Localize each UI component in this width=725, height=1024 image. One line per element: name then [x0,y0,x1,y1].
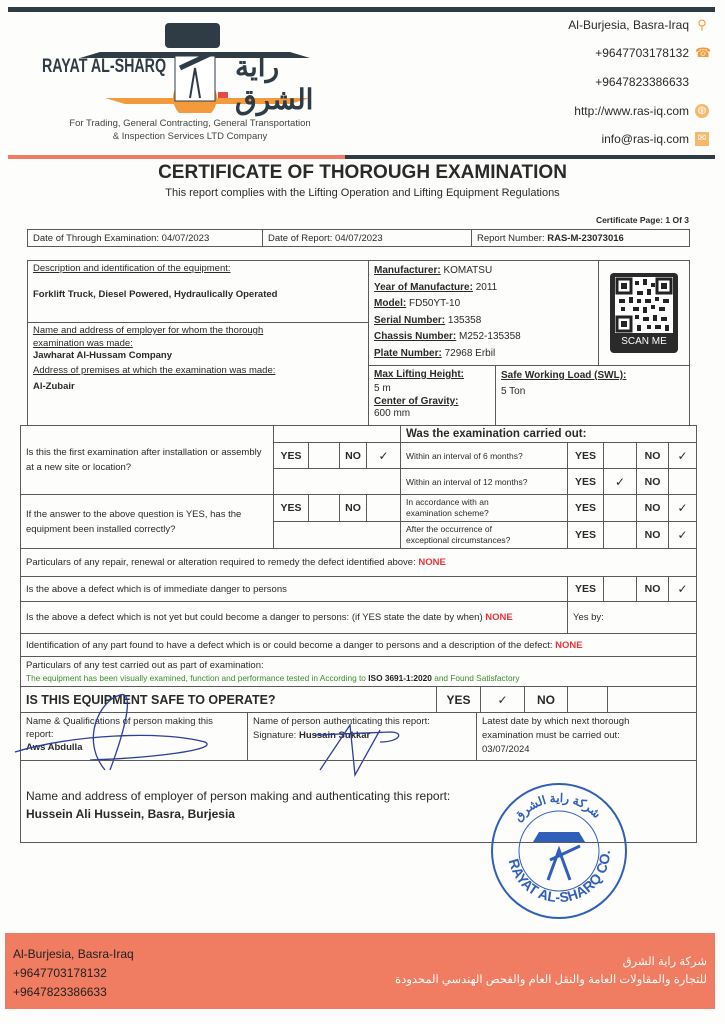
scheme-yes[interactable]: YES [567,494,604,522]
check-icon: ✓ [497,692,508,707]
immediate-no[interactable]: NO [636,576,669,602]
qr-code-icon [615,277,673,333]
contact-website[interactable]: http://www.ras-iq.com ◍ [574,104,709,118]
top-bar [8,7,715,12]
company-logo [40,18,340,113]
blank-cell [273,521,401,549]
scheme-no[interactable]: NO [636,494,669,522]
potential-danger-row: Is the above a defect which is not yet but could become a danger to persons: (if YES state the date by when) NONE [20,601,568,634]
swl-cell: Safe Working Load (SWL): 5 Ton [495,365,690,426]
report-number: Report Number: RAS-M-23073016 [471,229,690,247]
q2-no[interactable]: NO [339,494,367,522]
certificate-page: Certificate Page: 1 Of 3 [595,215,689,225]
exceptional-yes-box[interactable] [603,521,637,549]
employer-box: Name and address of employer of person making and authenticating this report: Hussein Ali Hussein, Basra, Burjesia [20,760,697,843]
envelope-icon: ✉ [695,132,709,146]
lifting-height-cell: Max Lifting Height: 5 m Center of Gravity: 600 mm [368,365,496,426]
test-row: Particulars of any test carried out as part of examination: The equipment has been visually examined, function and performance tested in According to ISO 3691-1:2020 and Found Satisfactory [20,656,697,687]
equipment-description: Description and identification of the equipment: Forklift Truck, Diesel Powered, Hydraulically Operated [27,260,369,323]
exceptional-no-checkbox[interactable] [668,521,697,549]
q2-yes[interactable]: YES [273,494,309,522]
repair-row: Particulars of any repair, renewal or alteration required to remedy the defect identified above: NONE [20,548,697,577]
check-icon: ✓ [378,448,389,463]
page-title: CERTIFICATE OF THOROUGH EXAMINATION [158,162,567,183]
exceptional-yes[interactable]: YES [567,521,604,549]
safe-no[interactable]: NO [524,686,568,713]
footer-contact: Al-Burjesia, Basra-Iraq +9647703178132 +9647823386633 [13,947,134,999]
safe-no-box[interactable] [567,686,608,713]
contact-phone-1: +9647703178132 ☎ [595,45,712,60]
location-pin-icon: ⚲ [697,17,707,32]
next-exam-cell: Latest date by which next thorough examination must be carried out: 03/07/2024 [476,712,697,761]
interval-12-yes-checkbox[interactable] [603,468,637,495]
immediate-yes[interactable]: YES [567,576,604,602]
scheme-label: In accordance with an examination scheme? [400,494,568,522]
qr-cell [598,260,690,366]
contact-phone-2: +9647823386633 [595,75,689,89]
safe-yes-checkbox[interactable] [480,686,525,713]
report-date: Date of Report: 04/07/2023 [262,229,472,247]
svg-text:RAYAT AL-SHARQ CO.: RAYAT AL-SHARQ CO. [505,850,614,906]
company-stamp [488,780,630,922]
check-icon: ✓ [677,528,688,542]
interval-12-no-box[interactable] [668,468,697,495]
scheme-no-checkbox[interactable] [668,494,697,522]
globe-icon: ◍ [695,104,709,118]
safe-yes[interactable]: YES [436,686,481,713]
footer-arabic: شركة راية الشرق للتجارة والمقاولات العامة والنقل العام والفحص الهندسي المحدودة [395,956,707,986]
check-icon: ✓ [614,474,626,489]
identification-row: Identification of any part found to have a defect which is or could become a danger to persons and a description of the defect: NONE [20,633,697,657]
contact-email[interactable]: info@ras-iq.com ✉ [601,132,709,146]
divider-orange [8,155,345,159]
footer-bar [5,933,715,1009]
check-icon: ✓ [677,582,688,596]
divider-dark [345,155,715,159]
immediate-danger-row: Is the above a defect which is of immediate danger to persons [20,576,568,602]
blank-cell [273,425,401,443]
exceptional-label: After the occurrence of exceptional circumstances? [400,521,568,549]
contact-address: Al-Burjesia, Basra-Iraq ⚲ [568,18,709,32]
report-maker-cell: Name & Qualifications of person making this report: Aws Abdulla [20,712,248,761]
equipment-specs: Manufacturer: KOMATSU Year of Manufacture: 2011 Model: FD50YT-10 Serial Number: 135358 Chassis Number: M252-135358 Plate Number: 72968 Erbil [368,260,599,366]
immediate-no-checkbox[interactable] [668,576,697,602]
interval-12-no[interactable]: NO [636,468,669,495]
interval-6-yes[interactable]: YES [567,442,604,469]
q1-no-checkbox[interactable] [366,442,401,469]
q1-no[interactable]: NO [339,442,367,469]
interval-6-yes-box[interactable] [603,442,637,469]
interval-12-label: Within an interval of 12 months? [400,468,568,495]
exam-date: Date of Through Examination: 04/07/2023 [27,229,263,247]
logo-text-en: RAYAT AL-SHARQ [42,56,167,77]
check-icon: ✓ [677,501,688,515]
safe-to-operate-question: IS THIS EQUIPMENT SAFE TO OPERATE? [20,686,437,713]
carried-out-title: Was the examination carried out: [400,425,697,443]
q2-no-box[interactable] [366,494,401,522]
question-installed: If the answer to the above question is YES, has the equipment been installed correctly? [20,494,274,549]
q1-yes[interactable]: YES [273,442,309,469]
q2-yes-box[interactable] [308,494,340,522]
blank-cell [273,468,401,495]
phone-icon: ☎ [695,45,712,60]
blank-cell [607,686,697,713]
q1-yes-box[interactable] [308,442,340,469]
exceptional-no[interactable]: NO [636,521,669,549]
question-first-exam: Is this the first examination after installation or assembly at a new site or location? [20,425,274,495]
svg-text:شركة راية الشرق: شركة راية الشرق [510,790,604,825]
yes-by-field[interactable]: Yes by: [567,601,697,634]
tagline: For Trading, General Contracting, General Transportation & Inspection Services LTD Company [69,118,311,142]
logo-text-ar: راية الشرق [235,51,314,115]
check-icon: ✓ [677,448,688,463]
interval-6-no[interactable]: NO [636,442,669,469]
subtitle: This report complies with the Lifting Operation and Lifting Equipment Regulations [165,187,560,199]
interval-12-yes[interactable]: YES [567,468,604,495]
scheme-yes-box[interactable] [603,494,637,522]
authenticator-cell: Name of person authenticating this report: Signature: Hussain Sukkar [247,712,477,761]
interval-6-no-checkbox[interactable] [668,442,697,469]
qr-code[interactable]: SCAN ME [610,273,678,353]
immediate-yes-box[interactable] [603,576,637,602]
employer-details: Name and address of employer for whom the thorough examination was made: Jawharat Al-Hussam Company Address of premises at which the examination was made: Al-Zubair [27,322,369,426]
interval-6-label: Within an interval of 6 months? [400,442,568,469]
